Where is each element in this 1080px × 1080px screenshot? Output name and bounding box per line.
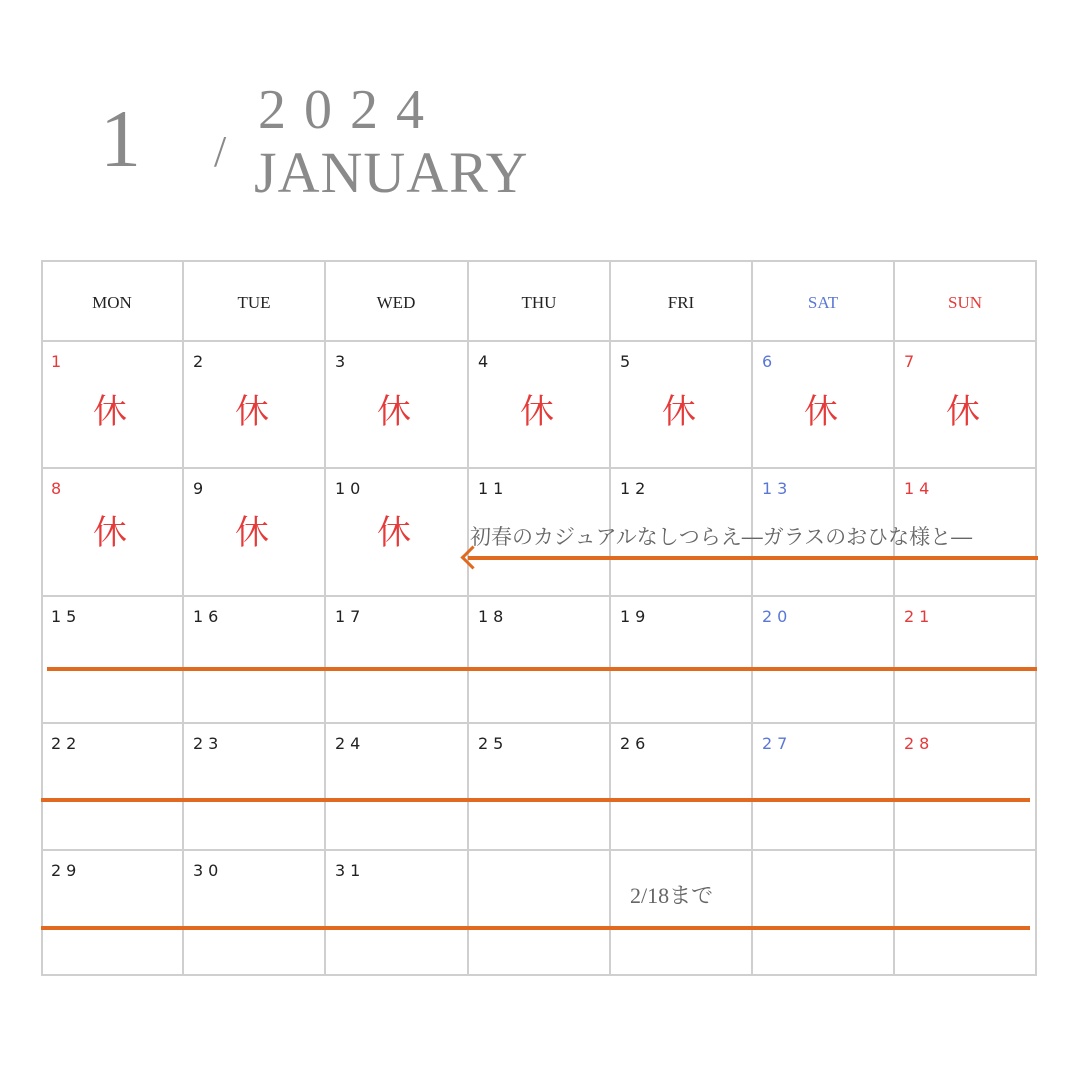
day-number: 3: [335, 352, 351, 371]
weekday-header-thu: THU: [521, 293, 557, 312]
day-number: 31: [335, 861, 366, 880]
day-number: 18: [478, 607, 509, 626]
grid-row-line: [41, 595, 1037, 597]
closed-mark: 休: [235, 392, 269, 432]
exhibition-bar-week4: [41, 798, 1030, 802]
day-number: 2: [193, 352, 209, 371]
exhibition-bar-week3: [47, 667, 1037, 671]
day-number: 19: [620, 607, 651, 626]
day-number: 8: [51, 479, 67, 498]
closed-mark: 休: [662, 392, 696, 432]
grid-row-line: [41, 340, 1037, 342]
day-number: 1: [51, 352, 67, 371]
day-number: 27: [762, 734, 793, 753]
exhibition-bar-week5: [41, 926, 1030, 930]
day-number: 29: [51, 861, 82, 880]
day-number: 10: [335, 479, 366, 498]
day-number: 30: [193, 861, 224, 880]
exhibition-until: 2/18まで: [630, 883, 714, 908]
closed-mark: 休: [804, 392, 838, 432]
grid-row-line: [41, 722, 1037, 724]
closed-mark: 休: [93, 513, 127, 553]
closed-mark: 休: [93, 392, 127, 432]
grid-column-line: [609, 260, 611, 976]
closed-mark: 休: [946, 392, 980, 432]
weekday-header-tue: TUE: [237, 293, 271, 312]
month-number: 1: [100, 93, 141, 184]
grid-column-line: [324, 260, 326, 976]
weekday-header-sat: SAT: [807, 293, 839, 312]
exhibition-title: 初春のカジュアルなしつらえ―ガラスのおひな様と―: [470, 525, 973, 549]
grid-column-line: [751, 260, 753, 976]
grid-row-line: [41, 467, 1037, 469]
weekday-header-mon: MON: [92, 293, 132, 312]
day-number: 5: [620, 352, 636, 371]
day-number: 26: [620, 734, 651, 753]
day-number: 20: [762, 607, 793, 626]
closed-mark: 休: [520, 392, 554, 432]
day-number: 11: [478, 479, 509, 498]
day-number: 9: [193, 479, 209, 498]
day-number: 21: [904, 607, 935, 626]
calendar-grid: [41, 260, 1037, 976]
day-number: 22: [51, 734, 82, 753]
closed-mark: 休: [235, 513, 269, 553]
day-number: 16: [193, 607, 224, 626]
grid-column-line: [893, 260, 895, 976]
closed-mark: 休: [377, 513, 411, 553]
grid-column-line: [467, 260, 469, 976]
day-number: 7: [904, 352, 920, 371]
day-number: 13: [762, 479, 793, 498]
day-number: 24: [335, 734, 366, 753]
month-name: JANUARY: [254, 140, 529, 205]
day-number: 15: [51, 607, 82, 626]
year-label: 2024: [258, 79, 442, 141]
day-number: 25: [478, 734, 509, 753]
header-slash: /: [214, 127, 227, 176]
day-number: 28: [904, 734, 935, 753]
exhibition-arrow-bar: [468, 556, 1038, 560]
weekday-header-sun: SUN: [947, 293, 982, 312]
weekday-header-fri: FRI: [667, 293, 695, 312]
grid-row-line: [41, 849, 1037, 851]
day-number: 12: [620, 479, 651, 498]
closed-mark: 休: [377, 392, 411, 432]
grid-column-line: [182, 260, 184, 976]
day-number: 4: [478, 352, 494, 371]
day-number: 17: [335, 607, 366, 626]
weekday-header-wed: WED: [376, 293, 416, 312]
day-number: 14: [904, 479, 935, 498]
day-number: 23: [193, 734, 224, 753]
day-number: 6: [762, 352, 778, 371]
